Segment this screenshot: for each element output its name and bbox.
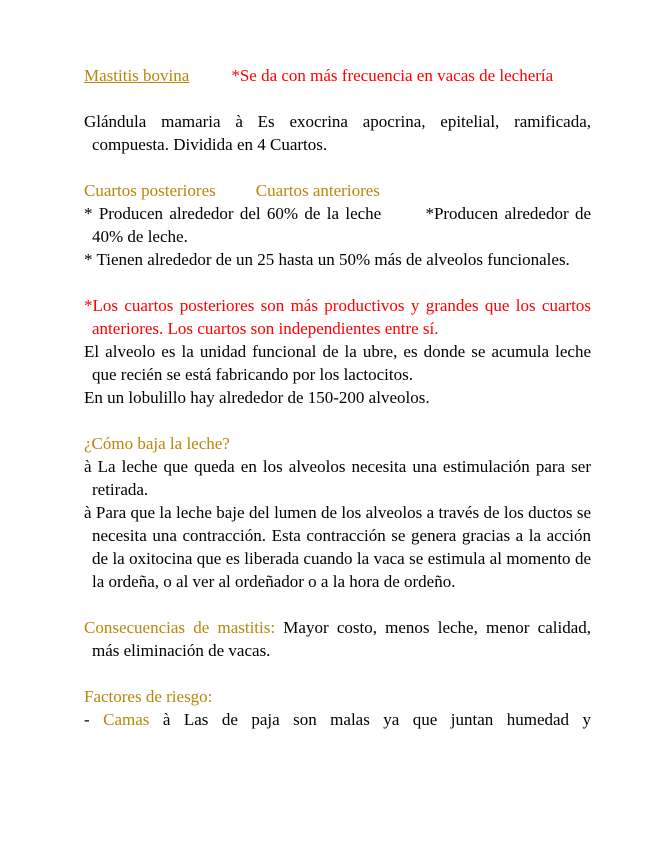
- baja-item-2: à Para que la leche baje del lumen de los alveolos a través de los ductos se necesita una contracción. Esta contracción se genera gracias a la acción de la oxitocina que es liberada cuando la vaca se estimula al momento de la ordeña, o al ver al ordeñador o a la hora de ordeño.: [84, 503, 591, 591]
- camas-text: à Las de paja son malas ya que juntan humedad y: [149, 710, 591, 729]
- document-title: Mastitis bovina: [84, 66, 190, 85]
- factores-heading: Factores de riesgo:: [84, 687, 213, 706]
- red-note: *Los cuartos posteriores son más productivos y grandes que los cuartos anteriores. Los cuartos son independientes entre sí.: [84, 296, 591, 338]
- consecuencias-label: Consecuencias de mastitis:: [84, 618, 276, 637]
- lobulillo-paragraph: En un lobulillo hay alrededor de 150-200 alveolos.: [84, 388, 430, 407]
- glandula-paragraph: Glándula mamaria à Es exocrina apocrina, epitelial, ramificada, compuesta. Dividida en 4 Cuartos.: [84, 112, 591, 154]
- baja-item-1: à La leche que queda en los alveolos necesita una estimulación para ser retirada.: [84, 457, 591, 499]
- cuartos-headings: [84, 179, 591, 202]
- title-note: *Se da con más frecuencia en vacas de lechería: [231, 66, 554, 85]
- bullet-produccion-posteriores: * Producen alrededor del 60% de la leche: [84, 204, 382, 223]
- bullet-alveolos: * Tienen alrededor de un 25 hasta un 50% más de alveolos funcionales.: [84, 250, 570, 269]
- bullet-produccion: [84, 202, 591, 248]
- title-line: [84, 64, 591, 87]
- camas-dash: -: [84, 710, 104, 729]
- camas-label: Camas: [103, 710, 150, 729]
- consecuencias-paragraph: [84, 616, 591, 662]
- document-page: [84, 64, 591, 731]
- cuartos-anteriores-heading: Cuartos anteriores: [255, 181, 380, 200]
- como-baja-heading: ¿Cómo baja la leche?: [84, 434, 230, 453]
- consecuencias-text: Mayor costo, menos leche, menor calidad, más eliminación de vacas.: [92, 618, 592, 660]
- alveolo-paragraph: El alveolo es la unidad funcional de la ubre, es donde se acumula leche que recién se está fabricando por los lactocitos.: [84, 342, 591, 384]
- bullet-produccion-anteriores: *Producen alrededor de 40% de leche.: [92, 204, 592, 246]
- cuartos-posteriores-heading: Cuartos posteriores: [84, 181, 216, 200]
- camas-paragraph: [84, 708, 591, 731]
